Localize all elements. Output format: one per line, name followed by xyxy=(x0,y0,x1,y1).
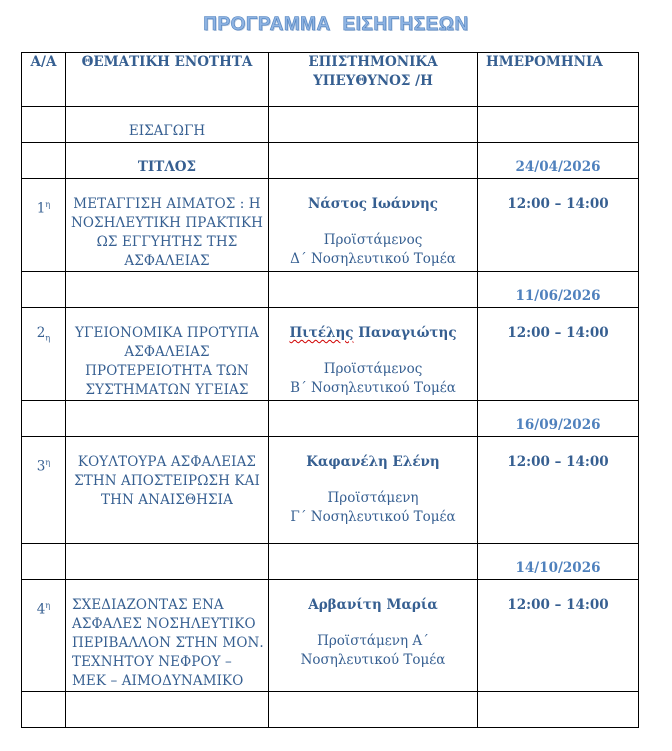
topic-line: ΝΟΣΗΛΕΥΤΙΚΗ ΠΡΑΚΤΙΚΗ xyxy=(70,215,264,231)
topic-line: ΣΤΗΝ ΑΠΟΣΤΕΙΡΩΣΗ ΚΑΙ xyxy=(74,473,260,489)
session-speaker xyxy=(269,437,478,544)
intro-row xyxy=(22,107,639,143)
session-date: 16/09/2026 xyxy=(515,417,601,433)
header-aa: Α/Α xyxy=(22,53,66,107)
cell-empty xyxy=(66,544,269,580)
cell-empty xyxy=(22,143,66,179)
cell-empty xyxy=(269,107,478,143)
speaker-role-line: Προϊστάμενος xyxy=(323,361,423,377)
session-number-value: 4 xyxy=(36,601,46,618)
session-number xyxy=(22,437,66,544)
session-speaker xyxy=(269,179,478,272)
cell-empty xyxy=(22,107,66,143)
ordinal-suffix: η xyxy=(45,458,51,467)
topic-line: ΥΓΕΙΟΝΟΜΙΚΑ ΠΡΟΤΥΠΑ xyxy=(75,325,259,341)
speaker-name xyxy=(269,324,477,343)
topic-line: ΤΗΝ ΑΝΑΙΣΘΗΣΙΑ xyxy=(101,492,233,508)
speaker-role-line: Προϊστάμενη Α΄ xyxy=(317,633,429,649)
cell-empty xyxy=(66,401,269,437)
cell-empty xyxy=(22,544,66,580)
topic-line: ΠΕΡΙΒΑΛΛΟΝ ΣΤΗΝ ΜΟΝ. xyxy=(72,635,264,651)
cell-empty xyxy=(22,401,66,437)
title-row xyxy=(22,143,639,179)
ordinal-suffix: η xyxy=(45,601,51,610)
document-title: ΠΡΟΓΡΑΜΜΑ ΕΙΣΗΓΗΣΕΩΝ xyxy=(203,14,469,35)
session-number-value: 1 xyxy=(36,200,46,217)
session-row xyxy=(22,179,639,272)
speaker-role-line: Γ΄ Νοσηλευτικού Τομέα xyxy=(290,509,456,525)
topic-line: ΑΣΦΑΛΕΣ ΝΟΣΗΛΕΥΤΙΚΟ xyxy=(72,616,256,632)
cell-empty xyxy=(22,692,66,728)
spellcheck-flagged-word[interactable]: Πιτέλης xyxy=(289,325,354,341)
cell-empty xyxy=(478,107,639,143)
session-date: 24/04/2026 xyxy=(515,159,601,175)
session-row xyxy=(22,308,639,401)
topic-line: ΑΣΦΑΛΕΙΑΣ xyxy=(124,344,210,360)
session-time: 12:00 – 14:00 xyxy=(478,580,639,692)
session-topic xyxy=(66,437,269,544)
speaker-name: Νάστος Ιωάννης xyxy=(307,196,439,212)
cell-empty xyxy=(66,692,269,728)
session-speaker xyxy=(269,580,478,692)
cell-empty xyxy=(269,272,478,308)
session-row xyxy=(22,580,639,692)
topic-line: ΜΕΤΑΓΓΙΣΗ ΑΙΜΑΤΟΣ : Η xyxy=(73,196,261,212)
cell-empty xyxy=(269,401,478,437)
topic-line: ΩΣ ΕΓΓΥΗΤΗΣ ΤΗΣ xyxy=(96,234,238,250)
session-number xyxy=(22,179,66,272)
header-scientific-line2: ΥΠΕΥΘΥΝΟΣ /Η xyxy=(313,73,433,89)
topic-line: ΜΕΚ – ΑΙΜΟΔΥΝΑΜΙΚΟ xyxy=(72,673,244,689)
session-number-value: 3 xyxy=(36,458,46,475)
session-topic xyxy=(66,580,269,692)
speaker-name-rest: Παναγιώτης xyxy=(353,325,457,341)
date-cell xyxy=(478,544,639,580)
cell-empty xyxy=(269,143,478,179)
topic-line: ΣΥΣΤΗΜΑΤΩΝ ΥΓΕΙΑΣ xyxy=(85,382,249,398)
intro-topic-cell xyxy=(66,107,269,143)
session-number-value: 2 xyxy=(36,325,46,341)
speaker-role-line: Β΄ Νοσηλευτικού Τομέα xyxy=(290,380,456,396)
topic-line: ΣΧΕΔΙΑΖΟΝΤΑΣ ΕΝΑ xyxy=(72,597,224,613)
program-table xyxy=(21,52,639,728)
session-speaker xyxy=(269,308,478,401)
session-number xyxy=(22,580,66,692)
ordinal-suffix: η xyxy=(45,333,51,343)
empty-row xyxy=(22,692,639,728)
session-time: 12:00 – 14:00 xyxy=(478,308,639,401)
speaker-role-line: Προϊστάμενος xyxy=(323,232,423,248)
header-topic: ΘΕΜΑΤΙΚΗ ΕΝΟΤΗΤΑ xyxy=(66,53,269,107)
intro-topic: ΕΙΣΑΓΩΓΗ xyxy=(128,123,206,139)
title-topic: ΤΙΤΛΟΣ xyxy=(137,159,197,175)
cell-empty xyxy=(22,272,66,308)
speaker-role-line: Δ΄ Νοσηλευτικού Τομέα xyxy=(290,251,456,267)
session-date: 14/10/2026 xyxy=(515,560,601,576)
date-row xyxy=(22,544,639,580)
date-row xyxy=(22,272,639,308)
speaker-role-line: Νοσηλευτικού Τομέα xyxy=(300,652,446,668)
ordinal-suffix: η xyxy=(45,200,51,209)
speaker-name: Αρβανίτη Μαρία xyxy=(308,597,438,613)
session-number xyxy=(22,308,66,401)
header-date: ΗΜΕΡΟΜΗΝΙΑ xyxy=(478,53,639,107)
header-row xyxy=(22,53,639,107)
topic-line: ΚΟΥΛΤΟΥΡΑ ΑΣΦΑΛΕΙΑΣ xyxy=(77,454,257,470)
topic-line: ΑΣΦΑΛΕΙΑΣ xyxy=(124,253,210,269)
session-date: 11/06/2026 xyxy=(515,288,601,304)
session-topic xyxy=(66,308,269,401)
speaker-role-line: Προϊστάμενη xyxy=(327,490,419,506)
title-topic-cell xyxy=(66,143,269,179)
session-time: 12:00 – 14:00 xyxy=(478,437,639,544)
cell-empty xyxy=(269,544,478,580)
header-scientific-line1: ΕΠΙΣΤΗΜΟΝΙΚΑ xyxy=(308,54,438,70)
session-topic xyxy=(66,179,269,272)
speaker-name: Καφανέλη Ελένη xyxy=(306,454,440,470)
session-row xyxy=(22,437,639,544)
date-cell xyxy=(478,401,639,437)
header-scientific xyxy=(269,53,478,107)
date-row xyxy=(22,401,639,437)
session-time: 12:00 – 14:00 xyxy=(478,179,639,272)
date-cell xyxy=(478,272,639,308)
date-cell xyxy=(478,143,639,179)
cell-empty xyxy=(478,692,639,728)
topic-line: ΤΕΧΝΗΤΟΥ ΝΕΦΡΟΥ – xyxy=(72,654,232,670)
topic-line: ΠΡΟΤΕΡΕΙΟΤΗΤΑ ΤΩΝ xyxy=(85,363,249,379)
cell-empty xyxy=(66,272,269,308)
cell-empty xyxy=(269,692,478,728)
